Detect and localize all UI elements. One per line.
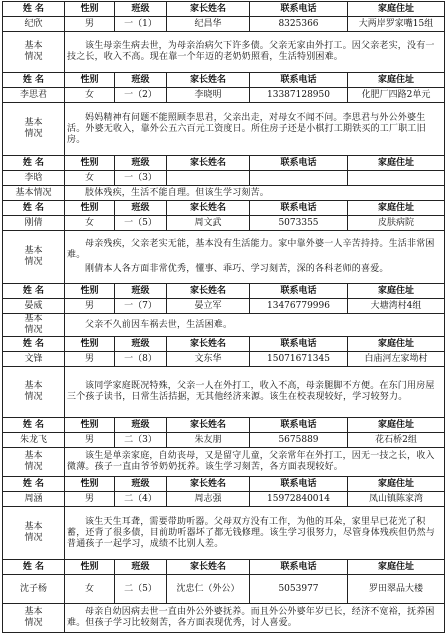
student-class: 二（5） (115, 575, 167, 604)
header-phone: 联系电话 (250, 201, 348, 216)
header-name: 姓 名 (3, 201, 65, 216)
student-phone: 15071671345 (250, 352, 348, 367)
student-phone (250, 171, 348, 186)
student-class: 一（8） (115, 352, 167, 367)
description-row (3, 448, 445, 477)
description-row (3, 103, 445, 156)
header-name: 姓 名 (3, 337, 65, 352)
description-label-line2: 情况 (24, 533, 43, 543)
student-class: 一（5） (115, 216, 167, 231)
student-phone: 8325366 (250, 17, 348, 32)
description-label-line1: 基本 (24, 41, 43, 51)
description-label-line2: 情况 (24, 257, 43, 267)
header-name: 姓 名 (3, 73, 65, 88)
description-label-line2: 情况 (24, 462, 43, 472)
student-address (348, 171, 445, 186)
student-parent: 沈忠仁（外公） (167, 575, 250, 604)
header-phone: 联系电话 (250, 560, 348, 575)
header-parent: 家长姓名 (167, 201, 250, 216)
student-sheet (2, 1, 444, 633)
student-class: 一（3） (115, 171, 167, 186)
student-parent: 周志强 (167, 492, 250, 507)
student-phone: 5675889 (250, 433, 348, 448)
student-address: 凤山镇陈家湾 (348, 492, 445, 507)
student-class: 一（1） (115, 17, 167, 32)
header-class: 班级 (115, 560, 167, 575)
header-row (3, 73, 445, 88)
student-phone: 13387128950 (250, 88, 348, 103)
description-label-line1: 基本 (24, 381, 43, 391)
header-name: 姓 名 (3, 284, 65, 299)
student-row (3, 575, 445, 604)
student-address: 罗田翠品大楼 (348, 575, 445, 604)
student-name: 刚倩 (3, 216, 65, 231)
student-row (3, 171, 445, 186)
header-address: 家庭住址 (348, 2, 445, 17)
student-phone: 5053977 (250, 575, 348, 604)
description-label-line2: 情况 (24, 325, 43, 335)
header-row (3, 477, 445, 492)
description-label-line2: 情况 (24, 392, 43, 402)
student-address: 大两岸罗家嘴15组 (348, 17, 445, 32)
student-description: 妈妈精神有问题不能照顾李思君，父亲出走，对母女不闻不问。李思君与外公外婆生活。外婆无收入，靠外公五六百元工资度日。所住房子还是小棋打工期铁买的工厂职工旧房。 (65, 103, 445, 156)
header-row (3, 156, 445, 171)
student-gender: 女 (65, 171, 115, 186)
description-label (3, 448, 65, 477)
header-parent: 家长姓名 (167, 2, 250, 17)
student-row (3, 216, 445, 231)
description-label-line1: 基本 (24, 314, 43, 324)
student-address: 化肥厂四路2单元 (348, 88, 445, 103)
student-name: 朱龙飞 (3, 433, 65, 448)
student-parent (167, 171, 250, 186)
description-label: 基本情况 (3, 186, 65, 201)
header-class: 班级 (115, 284, 167, 299)
student-gender: 女 (65, 88, 115, 103)
header-class: 班级 (115, 156, 167, 171)
header-gender: 性别 (65, 477, 115, 492)
student-description: 母亲自幼因病去世一直由外公外婆抚养。而且外公外婆年岁已长，经济不宽裕，抚养困难。但孩子学习比较刻苦，各方面表现优秀，讨人喜爱。 (65, 604, 445, 633)
student-description: 该生是单亲家庭，自幼丧母，又是留守儿童，父亲常年在外打工，因无一技之长，收入微薄。孩子一直由爷爷奶奶抚养。该生学习刻苦，各方面表现较好。 (65, 448, 445, 477)
description-row (3, 507, 445, 560)
description-label-line1: 基本 (24, 522, 43, 532)
student-description-para1: 母亲残疾，父亲老实无能，基本没有生活能力。家中靠外婆一人辛苦持持。生活非常困难。 (67, 239, 435, 260)
header-parent: 家长姓名 (167, 156, 250, 171)
student-row (3, 17, 445, 32)
header-parent: 家长姓名 (167, 477, 250, 492)
header-address: 家庭住址 (348, 477, 445, 492)
header-gender: 性别 (65, 73, 115, 88)
student-phone: 15972840014 (250, 492, 348, 507)
student-name: 沈子杨 (3, 575, 65, 604)
header-address: 家庭住址 (348, 284, 445, 299)
header-parent: 家长姓名 (167, 418, 250, 433)
student-description: 肢体残疾，生活不能自理。但该生学习刻苦。 (65, 186, 445, 201)
student-gender: 男 (65, 299, 115, 314)
header-row (3, 284, 445, 299)
student-class: 一（7） (115, 299, 167, 314)
header-phone: 联系电话 (250, 73, 348, 88)
description-label (3, 32, 65, 73)
student-gender: 男 (65, 433, 115, 448)
student-description (65, 231, 445, 284)
header-row (3, 337, 445, 352)
student-gender: 男 (65, 352, 115, 367)
description-row (3, 604, 445, 633)
student-name: 李晗 (3, 171, 65, 186)
student-address: 花石桥2组 (348, 433, 445, 448)
student-row (3, 433, 445, 448)
student-phone: 5073355 (250, 216, 348, 231)
header-row (3, 560, 445, 575)
student-name: 周涵 (3, 492, 65, 507)
student-row (3, 352, 445, 367)
student-parent: 晏立军 (167, 299, 250, 314)
description-label (3, 604, 65, 633)
header-address: 家庭住址 (348, 560, 445, 575)
description-row (3, 32, 445, 73)
header-class: 班级 (115, 2, 167, 17)
header-gender: 性别 (65, 2, 115, 17)
student-gender: 男 (65, 492, 115, 507)
description-row (3, 186, 445, 201)
header-class: 班级 (115, 418, 167, 433)
description-label (3, 314, 65, 337)
header-class: 班级 (115, 477, 167, 492)
description-label-line1: 基本 (24, 118, 43, 128)
student-phone: 13476779996 (250, 299, 348, 314)
header-phone: 联系电话 (250, 156, 348, 171)
description-label (3, 231, 65, 284)
header-gender: 性别 (65, 418, 115, 433)
description-label (3, 103, 65, 156)
description-label (3, 507, 65, 560)
student-row (3, 88, 445, 103)
header-row (3, 418, 445, 433)
header-address: 家庭住址 (348, 73, 445, 88)
header-phone: 联系电话 (250, 337, 348, 352)
header-address: 家庭住址 (348, 418, 445, 433)
header-gender: 性别 (65, 156, 115, 171)
header-name: 姓 名 (3, 418, 65, 433)
header-row (3, 2, 445, 17)
student-name: 晏威 (3, 299, 65, 314)
description-label-line1: 基本 (24, 607, 43, 617)
description-row (3, 231, 445, 284)
student-description: 该同学家庭既况特殊，父亲一人在外打工，收入不高，母亲腿脚不方便。在东门用房屋三个孩子读书，日常生活拮据，无其他经济来源。该生在校表现较好，学习较努力。 (65, 367, 445, 418)
description-row (3, 314, 445, 337)
header-phone: 联系电话 (250, 284, 348, 299)
header-gender: 性别 (65, 337, 115, 352)
description-label-line2: 情况 (24, 618, 43, 628)
header-address: 家庭住址 (348, 156, 445, 171)
student-description: 父亲不久前因车祸去世，生活困难。 (65, 314, 445, 337)
student-gender: 男 (65, 17, 115, 32)
student-address: 大塘湾村4组 (348, 299, 445, 314)
student-address: 皮肤病院 (348, 216, 445, 231)
header-name: 姓 名 (3, 560, 65, 575)
student-name: 纪欣 (3, 17, 65, 32)
student-description-para2: 刚倩本人各方面非常优秀，懂事、乖巧、学习刻苦，深的各科老师的喜爱。 (85, 264, 389, 274)
header-parent: 家长姓名 (167, 560, 250, 575)
description-label-line1: 基本 (24, 451, 43, 461)
header-row (3, 201, 445, 216)
header-class: 班级 (115, 201, 167, 216)
student-description: 该生母亲生病去世，为母亲治病欠下许多债。父亲无家由外打工。因父亲老实，没有一技之长，收入不高。现在靠一个年迈的老奶奶照看，生活特别困难。 (65, 32, 445, 73)
description-row (3, 367, 445, 418)
description-label-line1: 基本 (24, 246, 43, 256)
student-address: 白庙河左家坳村 (348, 352, 445, 367)
student-parent: 纪昌华 (167, 17, 250, 32)
header-name: 姓 名 (3, 477, 65, 492)
student-row (3, 492, 445, 507)
student-parent: 周文武 (167, 216, 250, 231)
student-name: 文锋 (3, 352, 65, 367)
header-phone: 联系电话 (250, 418, 348, 433)
header-gender: 性别 (65, 560, 115, 575)
header-gender: 性别 (65, 201, 115, 216)
header-parent: 家长姓名 (167, 73, 250, 88)
student-parent: 朱友朋 (167, 433, 250, 448)
header-class: 班级 (115, 73, 167, 88)
student-class: 二（3） (115, 433, 167, 448)
student-row (3, 299, 445, 314)
header-phone: 联系电话 (250, 477, 348, 492)
header-phone: 联系电话 (250, 2, 348, 17)
header-name: 姓 名 (3, 2, 65, 17)
student-name: 李思君 (3, 88, 65, 103)
description-label (3, 367, 65, 418)
header-parent: 家长姓名 (167, 337, 250, 352)
student-table (2, 1, 445, 633)
header-class: 班级 (115, 337, 167, 352)
student-gender: 女 (65, 575, 115, 604)
header-address: 家庭住址 (348, 201, 445, 216)
student-parent: 李晓明 (167, 88, 250, 103)
student-class: 一（2） (115, 88, 167, 103)
header-gender: 性别 (65, 284, 115, 299)
student-gender: 女 (65, 216, 115, 231)
student-description: 该生天生耳聋，需要带助听器。父母双方没有工作，为他的耳朵，家里早已花光了积蓄，还背了很多债，目前助听器坏了都无钱修理。该生学习很努力，尽管身体残疾但仍然与普通孩子一起学习，成绩不比别人差。 (65, 507, 445, 560)
student-parent: 文东华 (167, 352, 250, 367)
header-parent: 家长姓名 (167, 284, 250, 299)
student-class: 二（4） (115, 492, 167, 507)
header-name: 姓 名 (3, 156, 65, 171)
description-label-line2: 情况 (24, 129, 43, 139)
header-address: 家庭住址 (348, 337, 445, 352)
description-label-line2: 情况 (24, 52, 43, 62)
